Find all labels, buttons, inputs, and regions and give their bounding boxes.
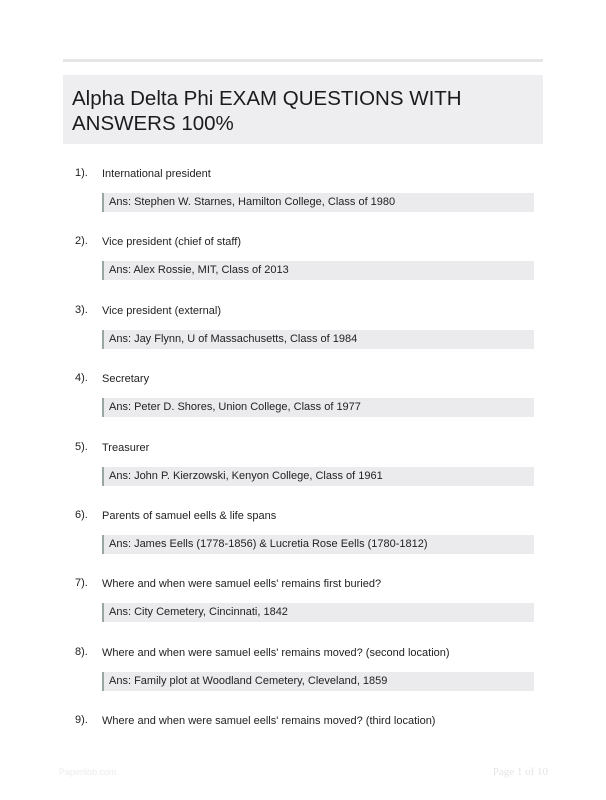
question-text: Vice president (external) [102, 305, 222, 317]
question-text: Where and when were samuel eells' remains moved? (third location) [102, 715, 436, 727]
question-number: 3). [75, 304, 88, 316]
answer-box: Ans: James Eells (1778-1856) & Lucretia Rose Eells (1780-1812) [102, 535, 534, 554]
question-number: 2). [75, 235, 88, 247]
question-number: 9). [75, 714, 88, 726]
answer-box: Ans: Jay Flynn, U of Massachusetts, Class of 1984 [102, 330, 534, 349]
question-text: Parents of samuel eells & life spans [102, 510, 277, 522]
title-banner [63, 75, 543, 144]
question-number: 7). [75, 577, 88, 589]
answer-box: Ans: John P. Kierzowski, Kenyon College, Class of 1961 [102, 467, 534, 486]
answer-box: Ans: Family plot at Woodland Cemetery, Cleveland, 1859 [102, 672, 534, 691]
question-text: Secretary [102, 373, 150, 385]
footer-watermark: Paperlibb.com [59, 767, 117, 777]
question-text: International president [102, 168, 211, 180]
question-number: 6). [75, 509, 88, 521]
document-title: Alpha Delta Phi EXAM QUESTIONS WITH ANSWERS 100% [72, 87, 462, 135]
question-text: Treasurer [102, 442, 150, 454]
question-text: Where and when were samuel eells' remains moved? (second location) [102, 647, 450, 659]
answer-box: Ans: Stephen W. Starnes, Hamilton College, Class of 1980 [102, 193, 534, 212]
question-text: Where and when were samuel eells' remains first buried? [102, 578, 382, 590]
answer-box: Ans: Alex Rossie, MIT, Class of 2013 [102, 261, 534, 280]
page-number: Page 1 of 10 [492, 766, 548, 778]
question-number: 1). [75, 167, 88, 179]
top-divider [63, 59, 543, 62]
question-number: 8). [75, 646, 88, 658]
question-number: 5). [75, 441, 88, 453]
question-number: 4). [75, 372, 88, 384]
answer-box: Ans: City Cemetery, Cincinnati, 1842 [102, 603, 534, 622]
question-text: Vice president (chief of staff) [102, 236, 241, 248]
answer-box: Ans: Peter D. Shores, Union College, Class of 1977 [102, 398, 534, 417]
